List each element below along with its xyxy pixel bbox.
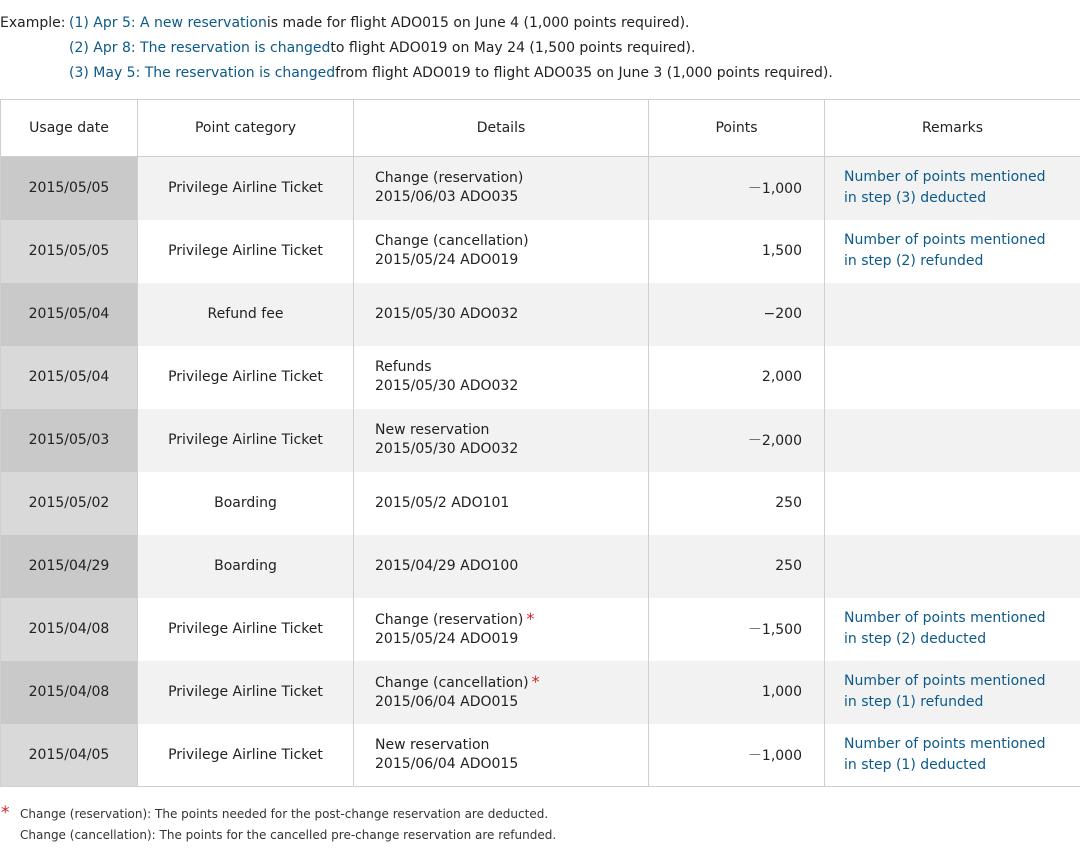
cell-points: 1,500: [649, 220, 825, 283]
cell-remarks: [825, 724, 1080, 787]
detail-type-label: Change (cancellation): [375, 675, 529, 691]
detail-flight: 2015/05/30 ADO032: [375, 441, 519, 457]
cell-usage-date: 2015/05/05: [1, 220, 138, 283]
cell-remarks: [825, 598, 1080, 661]
header-point-category: Point category: [138, 100, 354, 157]
detail-type: [375, 421, 648, 440]
cell-usage-date: 2015/05/04: [1, 346, 138, 409]
table-row: [1, 409, 1080, 472]
cell-remarks: [825, 157, 1080, 220]
detail-type-label: Change (cancellation): [375, 233, 529, 249]
table-row: [1, 346, 1080, 409]
header-usage-date: Usage date: [1, 100, 138, 157]
table-row: [1, 220, 1080, 283]
asterisk-icon: *: [1, 803, 10, 823]
cell-remarks: [825, 661, 1080, 724]
detail-type-label: Refunds: [375, 359, 432, 375]
cell-usage-date: 2015/04/05: [1, 724, 138, 787]
table-row: [1, 724, 1080, 787]
cell-point-category: Refund fee: [138, 283, 354, 346]
header-remarks: Remarks: [825, 100, 1080, 157]
remarks-line-1: Number of points mentioned: [844, 232, 1046, 248]
cell-remarks: [825, 535, 1080, 598]
cell-details: [354, 283, 649, 346]
cell-details: [354, 220, 649, 283]
cell-points: 250: [649, 535, 825, 598]
cell-usage-date: 2015/04/08: [1, 598, 138, 661]
cell-details: [354, 598, 649, 661]
detail-type: [375, 672, 648, 693]
cell-points: 2,000: [649, 346, 825, 409]
table-row: [1, 472, 1080, 535]
detail-flight: 2015/06/04 ADO015: [375, 755, 519, 772]
cell-points: －1,000: [649, 724, 825, 787]
detail-type: [375, 169, 648, 188]
cell-remarks: [825, 472, 1080, 535]
cell-details: [354, 409, 649, 472]
cell-details: [354, 724, 649, 787]
detail-type-label: New reservation: [375, 736, 490, 753]
detail-type-label: New reservation: [375, 422, 490, 438]
points-usage-table: [0, 99, 1080, 787]
remarks-line-2: in step (1) deducted: [844, 756, 987, 773]
detail-flight: 2015/06/04 ADO015: [375, 694, 519, 710]
example-step-highlight: (3) May 5: The reservation is changed: [69, 65, 336, 81]
cell-details: [354, 157, 649, 220]
detail-flight: 2015/04/29 ADO100: [375, 557, 519, 574]
detail-type: [375, 358, 648, 377]
cell-usage-date: 2015/05/04: [1, 283, 138, 346]
table-row: [1, 535, 1080, 598]
detail-type-label: Change (reservation): [375, 612, 524, 628]
detail-flight: 2015/05/30 ADO032: [375, 305, 519, 322]
detail-type: [375, 736, 648, 755]
footnote: [0, 803, 556, 846]
cell-point-category: Privilege Airline Ticket: [138, 598, 354, 661]
cell-points: －2,000: [649, 409, 825, 472]
example-step-1: [0, 11, 1080, 36]
asterisk-icon: *: [526, 609, 535, 628]
cell-point-category: Boarding: [138, 535, 354, 598]
cell-remarks: [825, 409, 1080, 472]
cell-details: [354, 661, 649, 724]
cell-usage-date: 2015/04/08: [1, 661, 138, 724]
cell-remarks: [825, 283, 1080, 346]
footnote-line-2: Change (cancellation): The points for the cancelled pre-change reservation are refunded.: [20, 828, 557, 842]
cell-point-category: Privilege Airline Ticket: [138, 724, 354, 787]
table-row: [1, 661, 1080, 724]
remarks-line-2: in step (2) refunded: [844, 253, 984, 269]
remarks-line-1: Number of points mentioned: [844, 610, 1046, 626]
table-row: [1, 598, 1080, 661]
footnote-line-1: [0, 803, 556, 825]
cell-usage-date: 2015/05/03: [1, 409, 138, 472]
cell-remarks: [825, 346, 1080, 409]
example-step-highlight: (1) Apr 5: A new reservation: [69, 15, 267, 31]
cell-points: 1,000: [649, 661, 825, 724]
cell-usage-date: 2015/05/02: [1, 472, 138, 535]
detail-flight: 2015/05/30 ADO032: [375, 378, 519, 394]
cell-point-category: Privilege Airline Ticket: [138, 661, 354, 724]
asterisk-icon: *: [531, 672, 540, 691]
remarks-line-1: Number of points mentioned: [844, 169, 1046, 186]
detail-flight: 2015/05/24 ADO019: [375, 631, 519, 647]
table-body: [1, 157, 1080, 787]
cell-point-category: Privilege Airline Ticket: [138, 409, 354, 472]
cell-usage-date: 2015/05/05: [1, 157, 138, 220]
table-row: [1, 157, 1080, 220]
detail-flight: 2015/05/2 ADO101: [375, 494, 510, 511]
header-points: Points: [649, 100, 825, 157]
detail-type: [375, 232, 648, 251]
cell-point-category: Privilege Airline Ticket: [138, 220, 354, 283]
remarks-line-2: in step (3) deducted: [844, 190, 987, 207]
cell-details: [354, 346, 649, 409]
detail-flight: 2015/06/03 ADO035: [375, 189, 519, 206]
example-step-2: [0, 36, 1080, 61]
header-details: Details: [354, 100, 649, 157]
example-step-text: from flight ADO019 to flight ADO035 on June 3 (1,000 points required).: [335, 65, 833, 81]
example-block: [0, 11, 1080, 86]
footnote-text-1: Change (reservation): The points needed for the post-change reservation are deducted.: [20, 807, 549, 821]
cell-details: [354, 535, 649, 598]
remarks-line-1: Number of points mentioned: [844, 735, 1046, 752]
cell-points: 250: [649, 472, 825, 535]
example-step-text: to flight ADO019 on May 24 (1,500 points required).: [330, 40, 696, 56]
detail-flight: 2015/05/24 ADO019: [375, 252, 519, 268]
remarks-line-2: in step (2) deducted: [844, 631, 987, 647]
example-step-highlight: (2) Apr 8: The reservation is changed: [69, 40, 331, 56]
cell-points: －1,500: [649, 598, 825, 661]
detail-type: [375, 609, 648, 630]
cell-point-category: Privilege Airline Ticket: [138, 157, 354, 220]
cell-points: －1,000: [649, 157, 825, 220]
cell-point-category: Boarding: [138, 472, 354, 535]
table-header-row: [1, 100, 1080, 157]
table-row: [1, 283, 1080, 346]
remarks-line-1: Number of points mentioned: [844, 673, 1046, 689]
cell-point-category: Privilege Airline Ticket: [138, 346, 354, 409]
cell-points: −200: [649, 283, 825, 346]
cell-details: [354, 472, 649, 535]
example-label: Example:: [0, 15, 66, 31]
example-step-3: [0, 61, 1080, 86]
remarks-line-2: in step (1) refunded: [844, 694, 984, 710]
detail-type-label: Change (reservation): [375, 170, 524, 187]
example-step-text: is made for flight ADO015 on June 4 (1,000 points required).: [266, 15, 690, 31]
cell-usage-date: 2015/04/29: [1, 535, 138, 598]
cell-remarks: [825, 220, 1080, 283]
